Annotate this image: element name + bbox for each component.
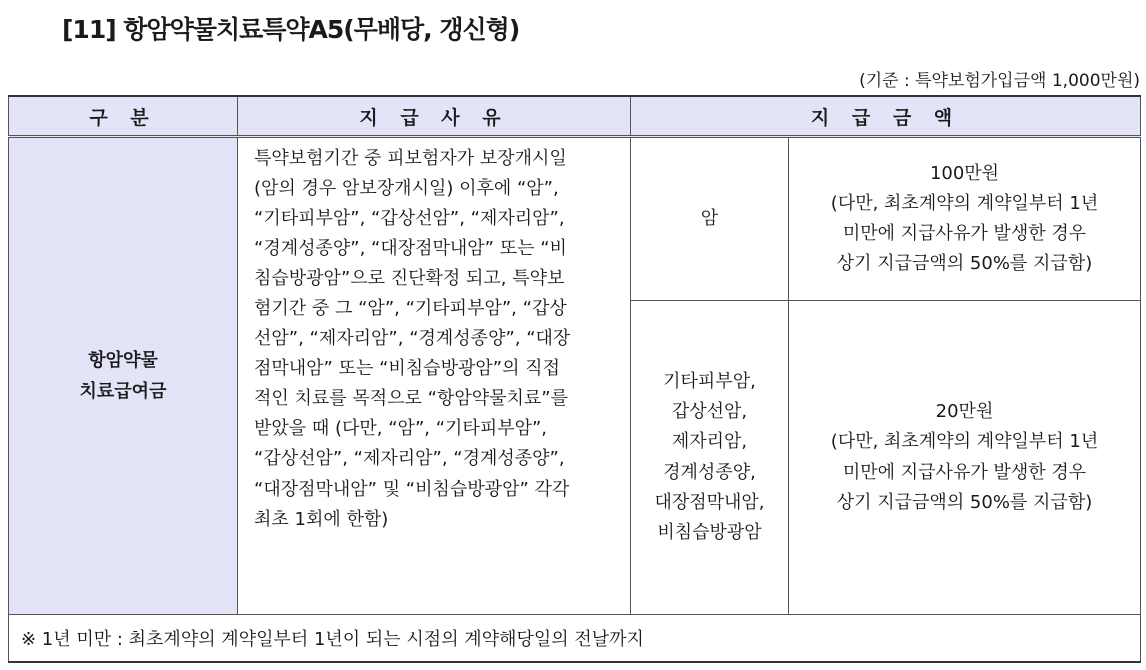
reason-line: 침습방광암”으로 진단확정 되고, 특약보 (254, 268, 565, 290)
reason-line: 선암”, “제자리암”, “경계성종양”, “대장 (254, 328, 571, 350)
disease-line: 대장점막내암, (654, 491, 765, 513)
reason-line: 점막내암” 또는 “비침습방광암”의 직접 (254, 358, 560, 380)
disease-cell-cancer: 암 (631, 137, 789, 301)
disease-line: 비침습방광암 (657, 521, 762, 543)
amount-line: 미만에 지급사유가 발생한 경우 (842, 461, 1087, 483)
disease-line: 제자리암, (671, 431, 748, 453)
section-title: [11] 항암약물치료특약A5(무배당, 갱신형) (62, 15, 520, 44)
reason-cell (238, 137, 631, 615)
amount-line: (다만, 최초계약의 계약일부터 1년 (830, 431, 1099, 453)
category-line: 항암약물 (88, 349, 158, 371)
reason-line: 적인 치료를 목적으로 “항암약물치료”를 (254, 388, 569, 410)
reason-line: (암의 경우 암보장개시일) 이후에 “암”, (254, 178, 559, 200)
amount-line: 100만원 (929, 162, 1000, 184)
reason-line: “대장점막내암” 및 “비침습방광암” 각각 (254, 478, 570, 500)
reason-line: “경계성종양”, “대장점막내암” 또는 “비 (254, 238, 567, 260)
amount-cell-other (789, 301, 1141, 615)
footnote-row (9, 615, 1141, 663)
disease-line: 기타피부암, (663, 370, 756, 392)
reason-line: “기타피부암”, “갑상선암”, “제자리암”, (254, 208, 565, 230)
table-row (9, 137, 1141, 301)
reason-line: 받았을 때 (다만, “암”, “기타피부암”, (254, 418, 548, 440)
benefit-table (8, 95, 1141, 663)
disease-line: 갑상선암, (671, 401, 748, 423)
amount-line: 상기 지급금액의 50%를 지급함) (836, 253, 1093, 275)
reason-line: “갑상선암”, “제자리암”, “경계성종양”, (254, 448, 565, 470)
reason-line: 험기간 중 그 “암”, “기타피부암”, “갑상 (254, 298, 567, 320)
basis-note: (기준 : 특약보험가입금액 1,000만원) (859, 71, 1140, 91)
amount-cell-cancer (789, 137, 1141, 301)
header-category: 구 분 (9, 96, 238, 137)
amount-line: 상기 지급금액의 50%를 지급함) (836, 491, 1093, 513)
header-reason: 지 급 사 유 (238, 96, 631, 137)
reason-line: 최초 1회에 한함) (254, 508, 389, 530)
disease-cell-other (631, 301, 789, 615)
category-line: 치료급여금 (79, 381, 167, 402)
header-row (9, 96, 1141, 137)
category-cell (9, 137, 238, 615)
disease-line: 경계성종양, (663, 461, 756, 483)
amount-line: 20만원 (935, 401, 994, 423)
amount-line: (다만, 최초계약의 계약일부터 1년 (830, 192, 1099, 214)
footnote: ※ 1년 미만 : 최초계약의 계약일부터 1년이 되는 시점의 계약해당일의 전날까지 (9, 615, 1141, 663)
reason-line: 특약보험기간 중 피보험자가 보장개시일 (254, 148, 567, 169)
header-amount: 지 급 금 액 (631, 96, 1141, 137)
amount-line: 미만에 지급사유가 발생한 경우 (842, 223, 1087, 244)
